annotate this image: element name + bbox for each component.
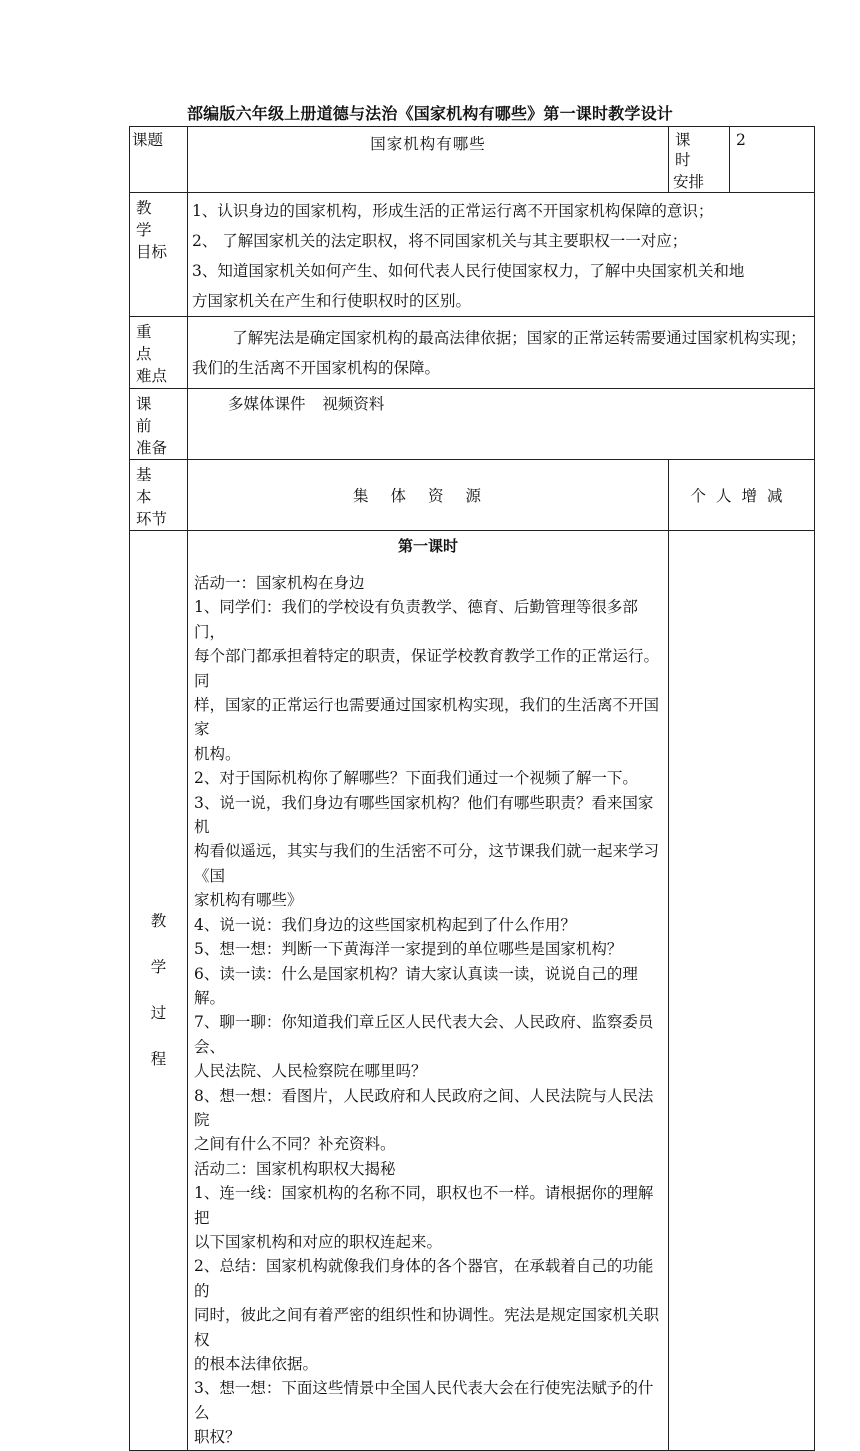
process-line: 1、同学们：我们的学校设有负责教学、德育、后勤管理等很多部门，: [194, 598, 638, 641]
document-title: 部编版六年级上册道德与法治《国家机构有哪些》第一课时教学设计: [186, 104, 673, 123]
collective-resources-header: 集体资源: [188, 460, 669, 531]
lesson-heading: 第一课时: [397, 537, 458, 555]
period-value: 2: [730, 127, 815, 193]
prep-content: 多媒体课件 视频资料: [188, 389, 815, 460]
focus-content: 了解宪法是确定国家机构的最高法律依据；国家的正常运转需要通过国家机构实现；我们的生活离不开国家机构的保障。: [188, 317, 815, 389]
basic-label-line2: 环节: [136, 510, 168, 528]
process-line: 职权？: [194, 1428, 241, 1447]
period-label-line2: 安排: [673, 173, 705, 191]
prep-row: [130, 389, 815, 460]
process-line: 6、读一读：什么是国家机构？请大家认真读一读，说说自己的理解。: [194, 964, 638, 1007]
process-line: 构看似遥远，其实与我们的生活密不可分，这节课我们就一起来学习《国: [194, 842, 660, 885]
focus-label-line2: 难点: [136, 367, 168, 385]
process-line: 之间有什么不同？补充资料。: [194, 1135, 396, 1154]
goal-line: 2、 了解国家机关的法定职权，将不同国家机关与其主要职权一一对应；: [192, 232, 688, 250]
process-line: 3、说一说，我们身边有哪些国家机构？他们有哪些职责？看来国家机: [194, 793, 654, 837]
topic-label: 课题: [130, 127, 188, 193]
process-line: 1、连一线：国家机构的名称不同，职权也不一样。请根据你的理解把: [194, 1184, 654, 1227]
process-line: 8、想一想：看图片，人民政府和人民政府之间、人民法院与人民法院: [194, 1086, 654, 1129]
process-line: 7、聊一聊：你知道我们章丘区人民代表大会、人民政府、监察委员会、: [194, 1013, 654, 1056]
process-line: 的根本法律依据。: [194, 1355, 319, 1373]
goals-label-line1: 教 学: [136, 199, 160, 239]
process-line: 家机构有哪些》: [194, 891, 303, 910]
goals-label-line2: 目标: [136, 243, 168, 261]
process-line: 人民法院、人民检察院在哪里吗？: [194, 1062, 427, 1081]
process-line: 活动二：国家机构职权大揭秘: [194, 1159, 396, 1178]
period-label-line1: 课 时: [675, 131, 703, 169]
process-line: 每个部门都承担着特定的职责，保证学校教育教学工作的正常运行。同: [194, 647, 660, 690]
prep-label-line1: 课 前: [136, 395, 160, 435]
focus-label-line1: 重 点: [136, 323, 160, 363]
personal-adjustments-header: 个人增减: [669, 460, 815, 531]
topic-value: 国家机构有哪些: [188, 127, 669, 193]
lesson-plan-table: [129, 126, 815, 1451]
focus-label: [130, 317, 188, 389]
process-content: [188, 531, 669, 1451]
process-label: [130, 531, 188, 1451]
basic-label: [130, 460, 188, 531]
goal-line: 方国家机关在产生和行使职权时的区别。: [192, 292, 472, 310]
basic-label-line1: 基 本: [136, 466, 160, 506]
goal-line: 1、认识身边的国家机构，形成生活的正常运行离不开国家机构保障的意识；: [192, 202, 714, 220]
process-line: 2、总结：国家机构就像我们身体的各个器官，在承载着自己的功能的: [194, 1257, 654, 1300]
period-label: [669, 127, 730, 193]
process-line: 样，国家的正常运行也需要通过国家机构实现，我们的生活离不开国家: [194, 696, 660, 739]
goals-content: [188, 193, 815, 317]
process-label-char: 学: [150, 958, 167, 977]
goals-row: [130, 193, 815, 317]
process-line: 4、说一说：我们身边的这些国家机构起到了什么作用？: [194, 915, 576, 934]
personal-adjustments-cell: [669, 531, 815, 1451]
focus-row: [130, 317, 815, 389]
basic-row: [130, 460, 815, 531]
process-line: 以下国家机构和对应的职权连起来。: [194, 1232, 443, 1251]
process-label-char: 过: [150, 1004, 167, 1023]
process-line: 2、对于国际机构你了解哪些？下面我们通过一个视频了解一下。: [194, 769, 638, 788]
process-line: 活动一：国家机构在身边: [194, 574, 365, 592]
process-line: 3、想一想：下面这些情景中全国人民代表大会在行使宪法赋予的什么: [194, 1379, 654, 1422]
process-label-char: 程: [150, 1050, 167, 1069]
prep-label-line2: 准备: [136, 439, 168, 457]
process-row: [130, 531, 815, 1451]
goal-line: 3、知道国家机关如何产生、如何代表人民行使国家权力，了解中央国家机关和地: [192, 262, 745, 280]
process-line: 同时，彼此之间有着严密的组织性和协调性。宪法是规定国家机关职权: [194, 1306, 660, 1349]
prep-label: [130, 389, 188, 460]
process-line: 5、想一想：判断一下黄海洋一家提到的单位哪些是国家机构？: [194, 940, 623, 959]
process-line: 机构。: [194, 744, 241, 763]
goals-label: [130, 193, 188, 317]
process-label-char: 教: [150, 912, 167, 931]
topic-row: [130, 127, 815, 193]
